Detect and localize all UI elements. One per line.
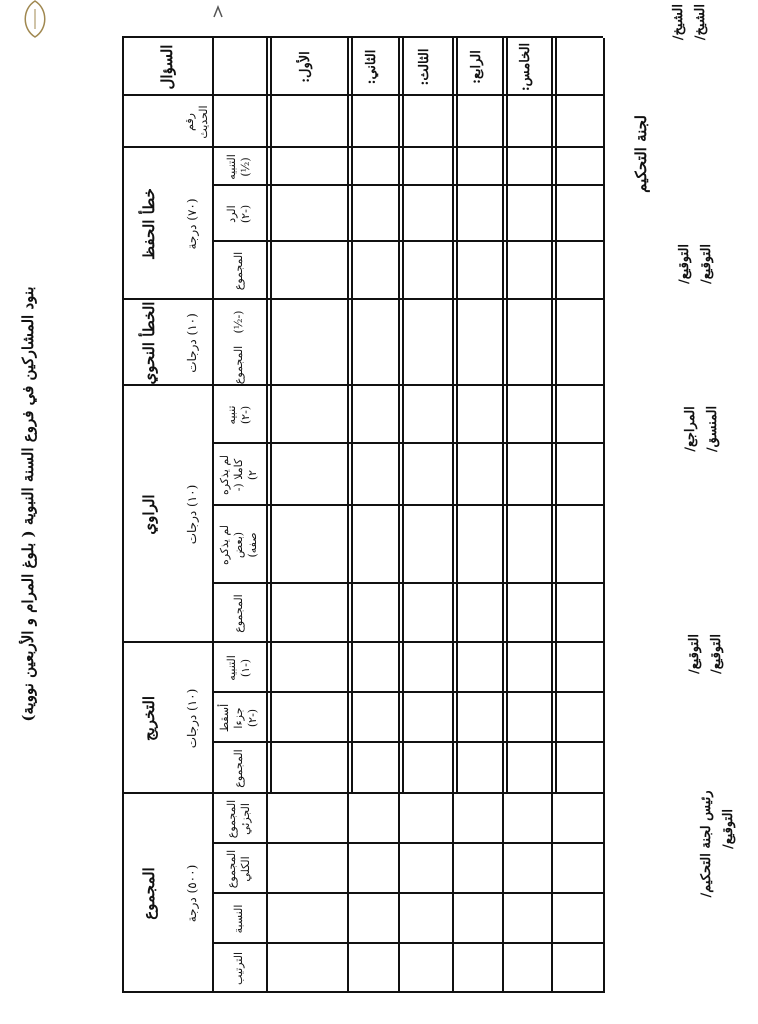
question-label-4: الرابع: — [468, 50, 484, 84]
question-label-2: الثاني: — [364, 49, 380, 85]
subheader-4-1: التنبيه (-١) — [225, 655, 252, 681]
question-label-3: الثالث: — [416, 48, 432, 86]
committee-head-label: رئيس لجنة التحكيم/ — [698, 790, 714, 898]
subheader-3-4: المجموع — [232, 594, 246, 633]
subheader-3-2: لم يذكره كاملا (- ٢) — [218, 454, 259, 496]
subheader-1-2: الرد (-٢) — [225, 204, 252, 224]
subheader-4-2: أسقط جزءا (-٢) — [218, 703, 259, 733]
subheader-4-3: المجموع — [232, 749, 246, 788]
group-points-5: (٥٠٠) درجة — [184, 864, 199, 923]
signature-label-4: التوقيع/ — [708, 633, 724, 674]
question-label-1: الأول: — [298, 51, 314, 83]
reviewer-label: المراجع/ — [682, 406, 698, 452]
subheader-3-1: تنبيه (-٢) — [225, 405, 252, 425]
subheader-5-1: المجموع الجزئي — [225, 799, 252, 839]
signature-label-2: التوقيع/ — [698, 243, 714, 284]
subheader-1-3: المجموع — [232, 251, 246, 291]
subheader-2-2: المجموع — [232, 345, 246, 385]
subheader-5-4: الترتيب — [232, 952, 246, 985]
page-title: بنود المشاركين في فروع السنة النبوية ( بلوغ المرام و الأربعين نووية) — [18, 286, 37, 722]
group-points-3: (١٠) درجات — [184, 484, 199, 545]
group-title-2: الخطأ النحوي — [140, 301, 159, 385]
subheader-5-2: المجموع الكلي — [225, 849, 252, 889]
signature-label-1: التوقيع/ — [676, 243, 692, 284]
coordinator-label: المنسق/ — [704, 405, 720, 453]
subheader-5-3: النسبة — [232, 904, 246, 934]
question-label-5: الخامس: — [518, 42, 534, 92]
hadith-number-label: رقم الحديث — [183, 105, 210, 139]
ornament-icon — [20, 0, 50, 39]
subheader-1-1: التنبيه (½) — [225, 154, 252, 180]
sheikh-label-2: الشيخ/ — [692, 4, 708, 41]
group-points-1: (٧٠) درجة — [184, 198, 199, 250]
group-points-2: (١٠) درجات — [184, 313, 199, 373]
committee-title: لجنة التحكيم — [631, 115, 650, 193]
subheader-2-1: (-½) — [232, 310, 246, 334]
signature-label-5: التوقيع/ — [720, 808, 736, 849]
question-header-cell: السؤال — [157, 44, 176, 90]
group-points-4: (١٠) درجات — [184, 688, 199, 749]
group-title-3: الراوي — [140, 494, 159, 535]
group-title-4: التخريج — [140, 695, 159, 742]
group-title-1: خطأ الحفظ — [140, 188, 159, 260]
sheikh-label-1: الشيخ/ — [670, 4, 686, 41]
subheader-3-3: لم يذكره (بعض صفه) — [218, 524, 259, 566]
signature-label-3: التوقيع/ — [686, 633, 702, 674]
corner-mark-icon — [212, 5, 224, 19]
group-title-5: المجموع — [140, 867, 159, 920]
